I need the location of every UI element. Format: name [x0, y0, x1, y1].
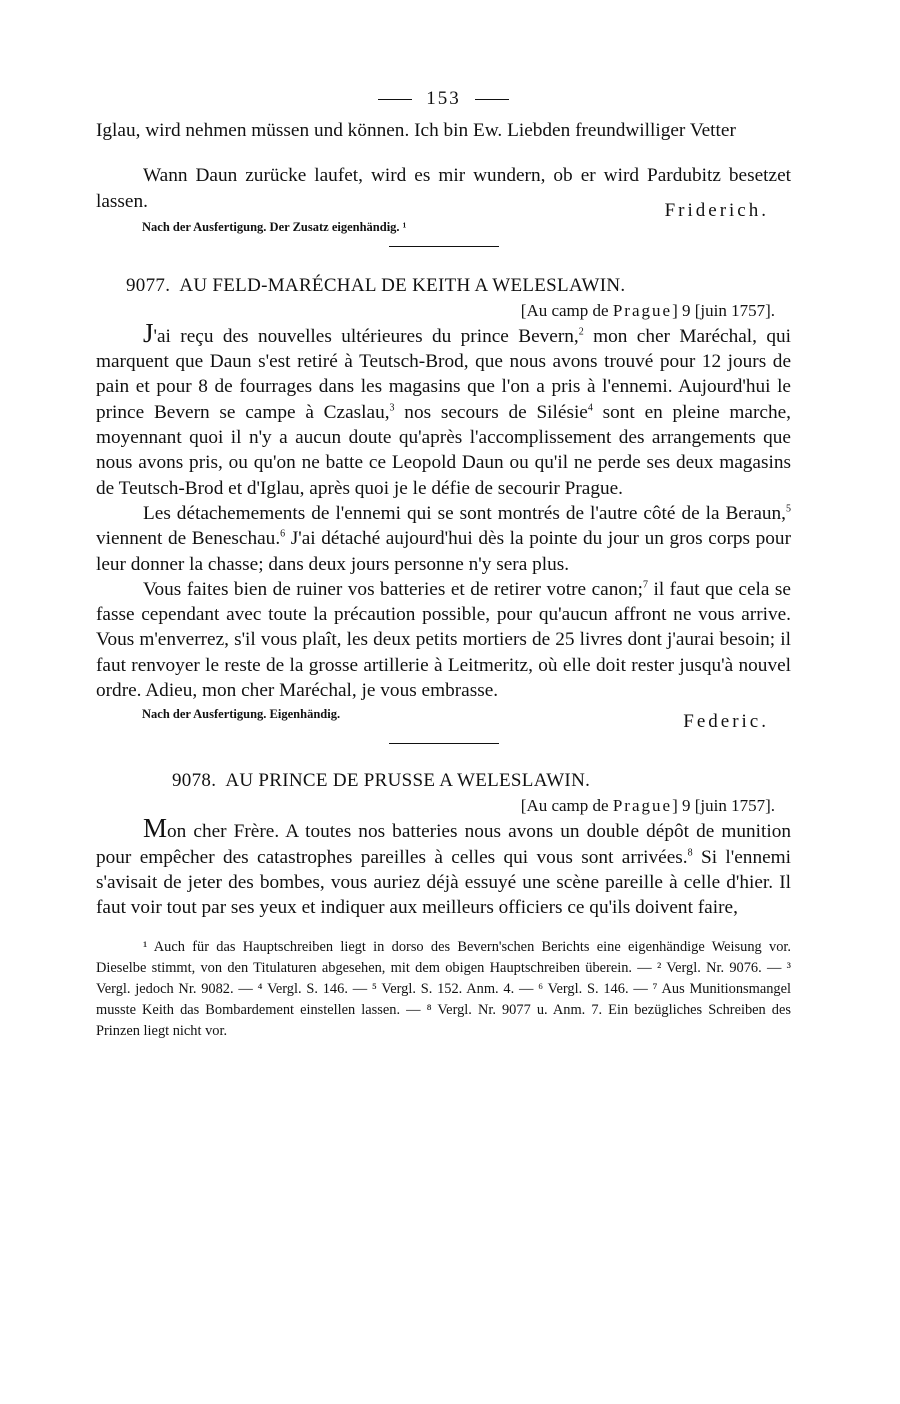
dateline-place: Prague: [612, 300, 673, 320]
footnotes: [96, 937, 791, 1042]
footnote-ref: 6: [280, 528, 286, 540]
signature-row-1: [96, 199, 791, 240]
letter-title: AU PRINCE DE PRUSSE A WELESLAWIN.: [225, 770, 591, 792]
text: J'ai détaché aujourd'hui dès la pointe du jour un gros corps pour leur donner la chasse; dans deux jours personne n'y sera plus.: [96, 528, 791, 575]
text: 'ai reçu des nouvelles ultérieures du prince Bevern,: [153, 325, 579, 347]
continued-text: Iglau, wird nehmen müssen und können. Ich bin Ew. Liebden freundwilliger Vetter: [96, 120, 736, 141]
page: [96, 88, 791, 1042]
postscript: Wann Daun zurücke laufet, wird es mir wundern, ob er wird Pardubitz besetzet lassen.: [96, 165, 791, 212]
footnote-ref: 7: [642, 579, 648, 591]
letter-number: 9077.: [126, 274, 171, 296]
letter-9077-paragraph-2: [96, 501, 791, 577]
source-note-2: Nach der Ausfertigung. Eigenhändig.: [142, 707, 341, 722]
dateline-prefix: [Au camp de: [520, 796, 609, 816]
dateline-date: ] 9 [juin 1757].: [672, 300, 775, 320]
dateline-9078: [96, 794, 791, 818]
letter-9077-paragraph-1: [96, 317, 791, 501]
text: mon cher Maréchal, qui marquent que Daun s'est retiré à Teutsch-Brod, que nous avons trouvé pour 12 jours de pain et pour 8 de fourrages dans les magasins que l'on a pris à l'ennemi. Aujourd'hui le prince Bevern se campe à Czaslau,: [96, 325, 791, 423]
letter-9078-paragraph-1: [96, 813, 791, 920]
text: Vous faites bien de ruiner vos batteries et de retirer votre canon;: [143, 578, 643, 600]
footnote-ref: 4: [587, 402, 593, 414]
page-number: 153: [426, 88, 461, 109]
footnote-ref: 3: [389, 402, 395, 414]
text: viennent de Beneschau.: [96, 528, 281, 550]
dateline-date: ] 9 [juin 1757].: [672, 796, 775, 816]
footnote-ref: 8: [687, 847, 693, 859]
footnote-ref: 5: [786, 503, 791, 515]
footnote-text: ¹ Auch für das Hauptschreiben liegt in dorso des Bevern'schen Berichts eine eigenhändige Weisung vor. Dieselbe stimmt, von den Titulaturen abgesehen, mit dem obigen Hauptschreiben überein. — ² Vergl. Nr. 9076. — ³ Vergl. jedoch Nr. 9082. — ⁴ Vergl. S. 146. — ⁵ Vergl. S. 152. Anm. 4. — ⁶ Vergl. S. 146. — ⁷ Aus Munitionsmangel musste Keith das Bombardement einstellen lassen. — ⁸ Vergl. Nr. 9077 u. Anm. 7. Ein bezügliches Schreiben des Prinzen liegt nicht vor.: [96, 938, 791, 1039]
letter-number: 9078.: [172, 770, 217, 792]
dateline-9077: [96, 299, 791, 323]
signature-friderich: Friderich.: [664, 199, 769, 221]
letter-heading-9078: [172, 768, 791, 794]
text: nos secours de Silésie: [394, 401, 588, 423]
letter-9077-paragraph-3: [96, 577, 791, 703]
signature-federic: Federic.: [683, 711, 769, 733]
dateline-prefix: [Au camp de: [520, 300, 609, 320]
text: on cher Frère. A toutes nos batteries nous avons un double dépôt de munition pour empêcher des catastrophes pareilles à celles qui vous sont arrivées.: [96, 821, 791, 868]
signature-row-2: [96, 703, 791, 737]
letter-heading-9077: [126, 273, 791, 299]
dateline-place: Prague: [612, 796, 673, 816]
letter-title: AU FELD-MARÉCHAL DE KEITH A WELESLAWIN.: [179, 274, 626, 296]
header-dash-left: [378, 99, 412, 100]
page-header: [96, 88, 791, 118]
initial-letter: J: [143, 317, 154, 348]
initial-letter: M: [143, 813, 168, 844]
text: Si l'ennemi s'avisait de jeter des bombes, vous auriez déjà essuyé une scène pareille à celle d'hier. Il faut voir tout par ses yeux et indiquer aux meilleurs officiers ce qu'ils doivent faire,: [96, 846, 791, 919]
source-note-1: Nach der Ausfertigung. Der Zusatz eigenhändig. ¹: [142, 219, 407, 234]
text: il faut que cela se fasse cependant avec toute la précaution possible, pour qu'aucun affront ne vous arrive. Vous m'enverrez, s'il vous plaît, les deux petits mortiers de 25 livres dont j'aurai besoin; il faut renvoyer le reste de la grosse artillerie à Leitmeritz, où elle doit rester jusqu'à nouvel ordre. Adieu, mon cher Maréchal, je vous embrasse.: [96, 578, 791, 702]
footnote-ref: 2: [578, 326, 584, 338]
text: Les détachemements de l'ennemi qui se sont montrés de l'autre côté de la Beraun,: [143, 502, 786, 524]
text: sont en pleine marche, moyennant quoi il n'y a aucun doute qu'après l'accomplissement des arrangements que nous avons pris, ou qu'on ne batte ce Leopold Daun ou qu'il ne perde ses deux magasins de Teutsch-Brod et d'Iglau, après quoi je le défie de secourir Prague.: [96, 401, 791, 499]
header-dash-right: [475, 99, 509, 100]
